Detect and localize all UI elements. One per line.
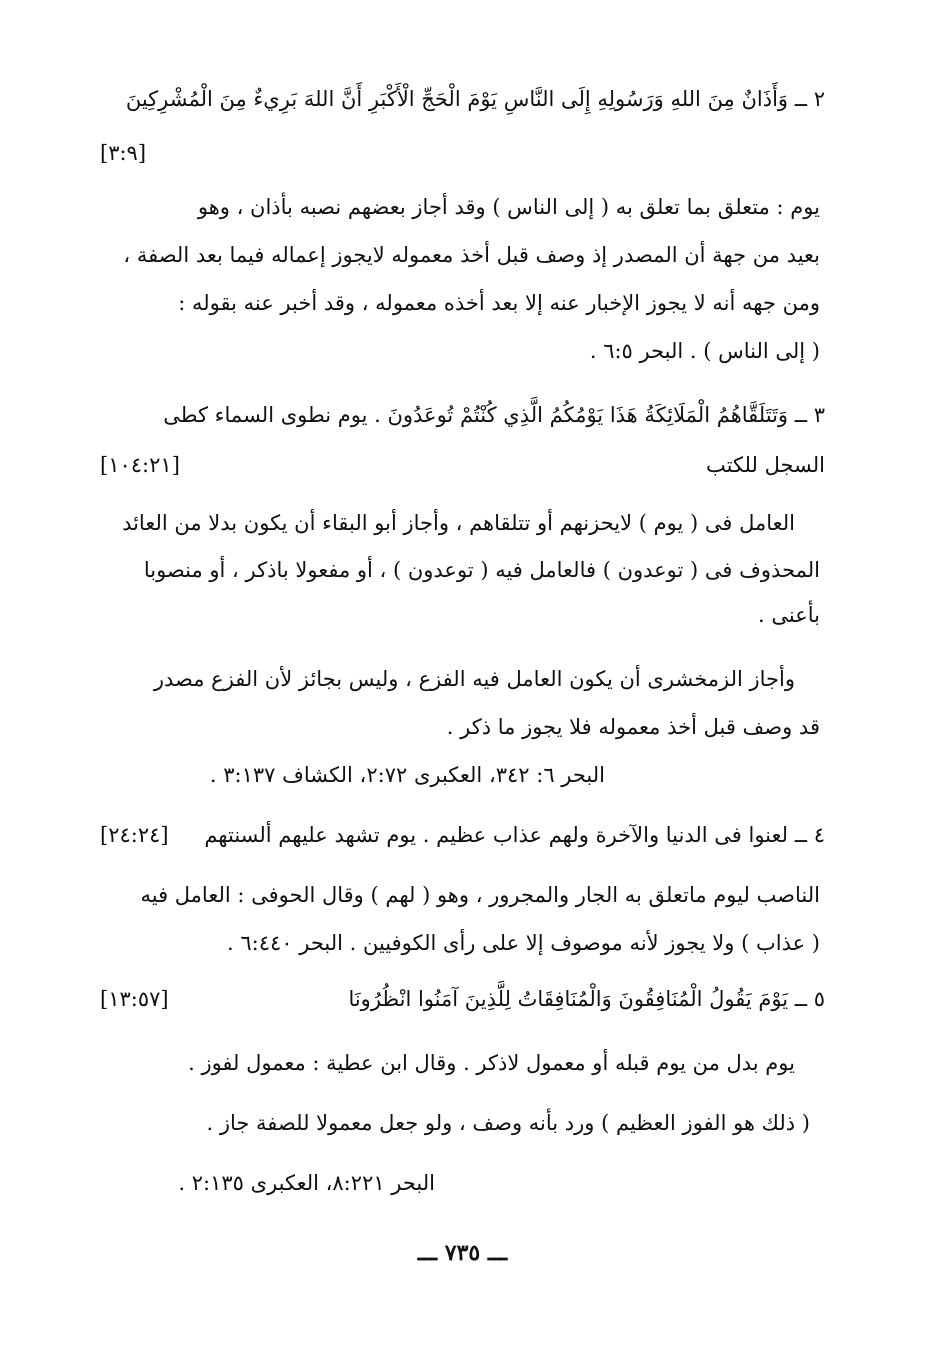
verse-4-reference: [٢٤:٢٤] (100, 823, 169, 847)
commentary-line: الناصب ليوم ماتعلق به الجار والمجرور ، وهو ( لهم ) وقال الحوفى : العامل فيه (140, 883, 820, 907)
verse-3-reference: [١٠٤:٢١] (100, 453, 180, 477)
commentary-line: ( ذلك هو الفوز العظيم ) ورد بأنه وصف ، ولو جعل معمولا للصفة جاز . (206, 1111, 810, 1135)
commentary-line: يوم بدل من يوم قبله أو معمول لاذكر . وقال ابن عطية : معمول لفوز . (188, 1051, 795, 1075)
commentary-line: ( عذاب ) ولا يجوز لأنه موصوف إلا على رأى الكوفيين . البحر ٦:٤٤٠ . (227, 931, 820, 955)
verse-4-text: ٤ ــ لعنوا فى الدنيا والآخرة ولهم عذاب عظيم . يوم تشهد عليهم ألسنتهم (204, 823, 825, 847)
commentary-line: بأعنى . (758, 603, 820, 627)
verse-3-text: السجل للكتب (705, 453, 825, 477)
source-citation: البحر ٨:٢٢١، العكبرى ٢:١٣٥ . (178, 1171, 435, 1195)
commentary-line: بعيد من جهة أن المصدر إذ وصف قبل أخذ معموله لايجوز إعماله فيما بعد الصفة ، (123, 243, 820, 267)
source-citation: البحر ٦: ٣٤٢، العكبرى ٢:٧٢، الكشاف ٣:١٣٧ . (209, 763, 605, 787)
verse-2-reference: [٣:٩] (100, 141, 147, 165)
commentary-line: المحذوف فى ( توعدون ) فالعامل فيه ( توعدون ) ، أو مفعولا باذكر ، أو منصوبا (143, 558, 820, 582)
commentary-line: قد وصف قبل أخذ معموله فلا يجوز ما ذكر . (446, 715, 820, 739)
commentary-line: العامل فى ( يوم ) لايحزنهم أو تتلقاهم ، وأجاز أبو البقاء أن يكون بدلا من العائد (122, 511, 795, 535)
commentary-line: ( إلى الناس ) . البحر ٦:٥ . (589, 339, 820, 363)
verse-3-text: ٣ ــ وَتَتَلَقَّاهُمُ الْمَلَائِكَةُ هَذَا يَوْمُكُمُ الَّذِي كُنْتُمْ تُوعَدُونَ . يوم نطوى السماء كطى (163, 403, 825, 427)
commentary-line: ومن جهه أنه لا يجوز الإخبار عنه إلا بعد أخذه معموله ، وقد أخبر عنه بقوله : (178, 291, 820, 315)
verse-5-text: ٥ ــ يَوْمَ يَقُولُ الْمُنَافِقُونَ وَالْمُنَافِقَاتُ لِلَّذِينَ آمَنُوا انْظُرُونَا (348, 987, 825, 1011)
verse-2-text: ٢ ــ وَأَذَانٌ مِنَ اللهِ وَرَسُولِهِ إِلَى النَّاسِ يَوْمَ الْحَجِّ الْأَكْبَرِ أَنَّ اللهَ بَرِيءٌ مِنَ الْمُشْرِكِينَ (125, 87, 825, 111)
commentary-line: وأجاز الزمخشرى أن يكون العامل فيه الفزع ، وليس بجائز لأن الفزع مصدر (153, 667, 795, 691)
verse-5-reference: [١٣:٥٧] (100, 987, 169, 1011)
page-number: ـــ ٧٣٥ ـــ (417, 1240, 508, 1266)
commentary-line: يوم : متعلق بما تعلق به ( إلى الناس ) وقد أجاز بعضهم نصبه بأذان ، وهو (197, 195, 820, 219)
